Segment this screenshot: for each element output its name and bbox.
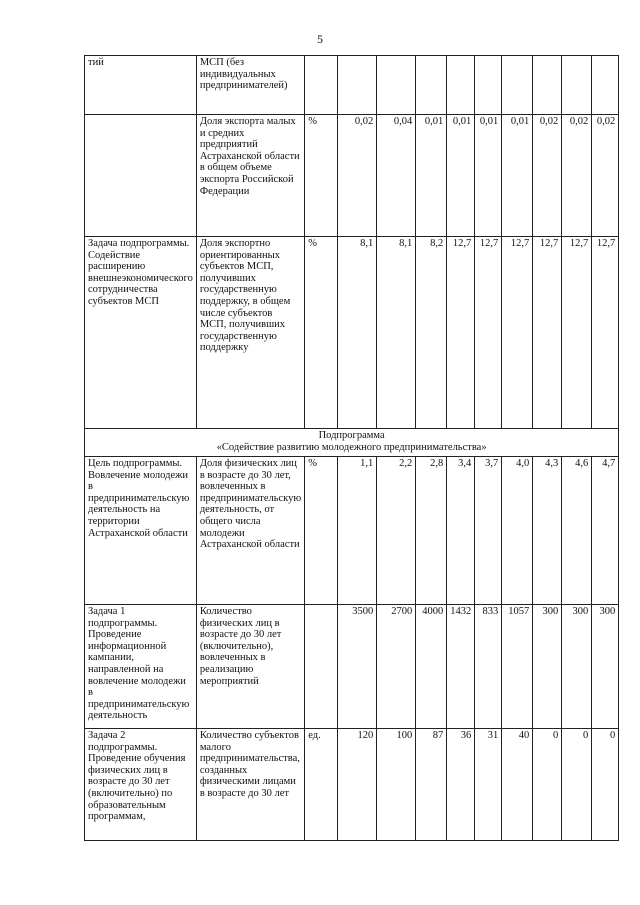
- goal-cell: [85, 115, 197, 237]
- table-row: [85, 115, 619, 237]
- value-cell: 8,1: [377, 237, 416, 429]
- value-cell: [533, 56, 562, 115]
- subprogram-name: «Содействие развитию молодежного предпринимательства»: [216, 441, 487, 453]
- value-cell: 12,7: [533, 237, 562, 429]
- value-cell: [502, 56, 533, 115]
- value-cell: 0,01: [447, 115, 475, 237]
- value-cell: 4,6: [562, 457, 592, 605]
- indicators-table: [84, 55, 619, 841]
- table-row: [85, 605, 619, 729]
- value-cell: 31: [475, 729, 502, 841]
- value-cell: 40: [502, 729, 533, 841]
- table-row: [85, 56, 619, 115]
- value-cell: 0,01: [475, 115, 502, 237]
- value-cell: 3,4: [447, 457, 475, 605]
- value-cell: 0,02: [533, 115, 562, 237]
- value-cell: 2,8: [416, 457, 447, 605]
- value-cell: 0,02: [562, 115, 592, 237]
- unit-cell: ед.: [305, 729, 338, 841]
- value-cell: 12,7: [562, 237, 592, 429]
- goal-cell: Задача подпрограммы. Содействие расширению внешнеэкономического сотрудничества субъектов МСП: [85, 237, 197, 429]
- value-cell: 300: [592, 605, 619, 729]
- value-cell: [416, 56, 447, 115]
- unit-cell: %: [305, 115, 338, 237]
- value-cell: 3,7: [475, 457, 502, 605]
- value-cell: 120: [338, 729, 377, 841]
- value-cell: 2700: [377, 605, 416, 729]
- indicator-cell: Количество физических лиц в возрасте до 30 лет (включительно), вовлеченных в реализацию мероприятий: [196, 605, 304, 729]
- unit-cell: [305, 56, 338, 115]
- indicator-cell: Количество субъектов малого предпринимательства, созданных физическими лицами в возрасте до 30 лет: [196, 729, 304, 841]
- value-cell: [592, 56, 619, 115]
- goal-cell: тий: [85, 56, 197, 115]
- value-cell: 1057: [502, 605, 533, 729]
- value-cell: 300: [562, 605, 592, 729]
- value-cell: [562, 56, 592, 115]
- unit-cell: %: [305, 457, 338, 605]
- goal-cell: Цель подпрограммы. Вовлечение молодежи в предпринимательскую деятельность на территории Астраханской области: [85, 457, 197, 605]
- indicator-cell: МСП (без индивидуальных предпринимателей): [196, 56, 304, 115]
- value-cell: [447, 56, 475, 115]
- value-cell: 12,7: [592, 237, 619, 429]
- value-cell: 8,1: [338, 237, 377, 429]
- subprogram-label: Подпрограмма: [318, 430, 385, 441]
- value-cell: 0: [562, 729, 592, 841]
- value-cell: 87: [416, 729, 447, 841]
- value-cell: 0: [592, 729, 619, 841]
- table-row: [85, 237, 619, 429]
- indicator-cell: Доля физических лиц в возрасте до 30 лет, вовлеченных в предпринимательскую деятельность, от общего числа молодежи Астраханской области: [196, 457, 304, 605]
- indicator-cell: Доля экспортно ориентированных субъектов МСП, получивших государственную поддержку, в общем числе субъектов МСП, получивших государственную поддержку: [196, 237, 304, 429]
- page-number: 5: [317, 32, 323, 46]
- table-row: [85, 457, 619, 605]
- subprogram-header-row: [85, 429, 619, 457]
- subprogram-title: [85, 429, 619, 457]
- value-cell: 4000: [416, 605, 447, 729]
- value-cell: 0: [533, 729, 562, 841]
- value-cell: [338, 56, 377, 115]
- value-cell: 0,02: [338, 115, 377, 237]
- indicator-cell: Доля экспорта малых и средних предприятий Астраханской области в общем объеме экспорта Российской Федерации: [196, 115, 304, 237]
- value-cell: 36: [447, 729, 475, 841]
- value-cell: 1,1: [338, 457, 377, 605]
- value-cell: [475, 56, 502, 115]
- table-row: [85, 729, 619, 841]
- value-cell: 4,7: [592, 457, 619, 605]
- value-cell: 833: [475, 605, 502, 729]
- value-cell: 0,01: [416, 115, 447, 237]
- goal-cell: Задача 1 подпрограммы. Проведение информационной кампании, направленной на вовлечение молодежи в предпринимательскую деятельность: [85, 605, 197, 729]
- value-cell: 2,2: [377, 457, 416, 605]
- value-cell: 8,2: [416, 237, 447, 429]
- value-cell: 0,01: [502, 115, 533, 237]
- value-cell: [377, 56, 416, 115]
- value-cell: 1432: [447, 605, 475, 729]
- value-cell: 0,02: [592, 115, 619, 237]
- value-cell: 4,3: [533, 457, 562, 605]
- value-cell: 3500: [338, 605, 377, 729]
- goal-cell: Задача 2 подпрограммы. Проведение обучения физических лиц в возрасте до 30 лет (включительно) по образовательным программам,: [85, 729, 197, 841]
- value-cell: 4,0: [502, 457, 533, 605]
- value-cell: 12,7: [502, 237, 533, 429]
- value-cell: 100: [377, 729, 416, 841]
- value-cell: 0,04: [377, 115, 416, 237]
- unit-cell: %: [305, 237, 338, 429]
- value-cell: 12,7: [447, 237, 475, 429]
- value-cell: 12,7: [475, 237, 502, 429]
- unit-cell: [305, 605, 338, 729]
- value-cell: 300: [533, 605, 562, 729]
